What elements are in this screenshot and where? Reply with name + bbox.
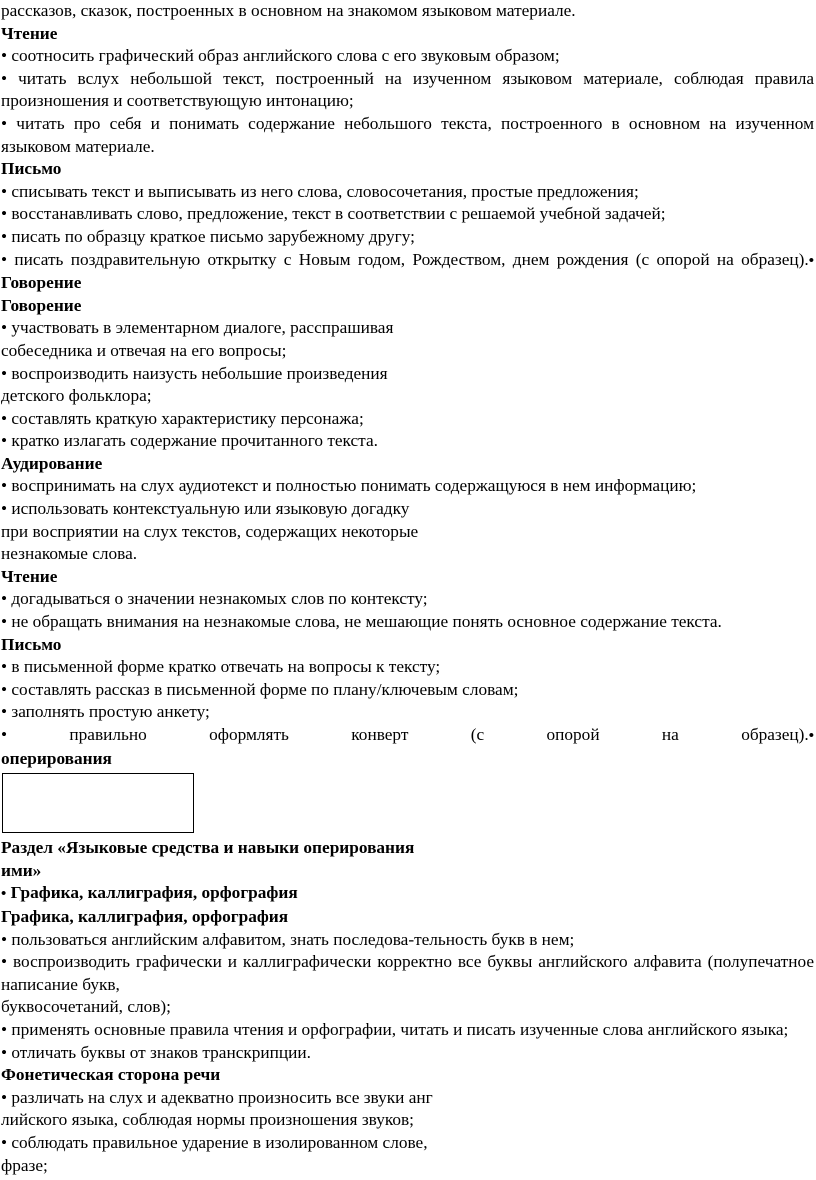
- heading-graphics-text: Графика, каллиграфия, орфография: [6, 883, 298, 903]
- paragraph: рассказов, сказок, построенных в основном на знакомом языковом материале.: [1, 1, 576, 20]
- list-item: • писать по образцу краткое письмо зарубежному другу;: [1, 226, 415, 246]
- list-item: • воспроизводить наизусть небольшие произведения: [1, 363, 388, 383]
- list-item: • участвовать в элементарном диалоге, расспрашивая: [1, 318, 394, 338]
- list-item-continuation: фразе;: [1, 1155, 48, 1175]
- list-item: • кратко излагать содержание прочитанного текста.: [1, 431, 378, 451]
- list-item: • пользоваться английским алфавитом, знать последова-тельность букв в нем;: [1, 929, 575, 949]
- heading-writing: Письмо: [1, 634, 62, 654]
- heading-phonetics: Фонетическая сторона речи: [1, 1065, 221, 1085]
- word: (с: [470, 725, 485, 744]
- list-item: • составлять краткую характеристику персонажа;: [1, 408, 364, 428]
- list-item-envelope: [1, 724, 814, 748]
- heading-operating: оперирования: [1, 748, 112, 768]
- heading-graphics-bulleted: [1, 882, 814, 906]
- list-item: • догадываться о значении незнакомых слов по контексту;: [1, 589, 428, 609]
- list-item: • отличать буквы от знаков транскрипции.: [1, 1042, 311, 1062]
- list-item: • воспринимать на слух аудиотекст и полностью понимать содержащуюся в нем информацию;: [1, 476, 697, 496]
- empty-frame: [2, 773, 194, 833]
- bullet-icon: •: [808, 252, 814, 269]
- word: •: [1, 725, 8, 744]
- heading-graphics: Графика, каллиграфия, орфография: [1, 906, 289, 926]
- heading-listening: Аудирование: [1, 453, 103, 473]
- list-item: • воспроизводить графически и каллиграфически корректно все буквы английского алфавита (полупечатное написание букв,: [1, 952, 814, 994]
- inline-heading-speaking: Говорение: [1, 273, 82, 293]
- list-item: [1, 249, 814, 295]
- list-item: • использовать контекстуальную или языковую догадку: [1, 499, 410, 519]
- word: конверт: [351, 725, 409, 744]
- list-item-continuation: собеседника и отвечая на его вопросы;: [1, 340, 287, 360]
- heading-reading: Чтение: [1, 566, 58, 586]
- list-item: • восстанавливать слово, предложение, текст в соответствии с решаемой учебной задачей;: [1, 204, 666, 224]
- list-item-continuation: незнакомые слова.: [1, 544, 138, 564]
- list-item: • читать про себя и понимать содержание небольшого текста, построенного в основном на изученном языковом материале.: [1, 113, 814, 156]
- list-item: • в письменной форме кратко отвечать на вопросы к тексту;: [1, 657, 441, 677]
- list-item-text: • писать поздравительную открытку с Новым годом, Рождеством, днем рождения (с опорой на образец).: [1, 249, 809, 269]
- list-item: • соотносить графический образ английского слова с его звуковым образом;: [1, 46, 560, 66]
- list-item: • составлять рассказ в письменной форме по плану/ключевым словам;: [1, 679, 519, 699]
- heading-speaking: Говорение: [1, 295, 82, 315]
- list-item: • различать на слух и адекватно произносить все звуки анг: [1, 1087, 433, 1107]
- list-item: • списывать текст и выписывать из него слова, словосочетания, простые предложения;: [1, 181, 639, 201]
- word: правильно: [69, 725, 147, 744]
- word: опорой: [546, 725, 600, 744]
- list-item: • соблюдать правильное ударение в изолированном слове,: [1, 1132, 428, 1152]
- heading-writing: Письмо: [1, 159, 62, 179]
- list-item: • применять основные правила чтения и орфографии, читать и писать изученные слова английского языка;: [1, 1019, 789, 1039]
- section-title-continuation: ими»: [1, 860, 42, 880]
- list-item: • не обращать внимания на незнакомые слова, не мешающие понять основное содержание текста.: [1, 612, 722, 632]
- bullet-icon: •: [808, 728, 815, 744]
- list-item: • читать вслух небольшой текст, построенный на изученном языковом материале, соблюдая правила произношения и соответствующую интонацию;: [1, 68, 814, 111]
- heading-reading: Чтение: [1, 23, 58, 43]
- list-item-continuation: буквосочетаний, слов);: [1, 997, 171, 1017]
- list-item: • заполнять простую анкету;: [1, 702, 210, 722]
- word: образец).: [741, 725, 809, 744]
- word: оформлять: [209, 725, 289, 744]
- bullet-icon: •: [1, 886, 7, 903]
- word-with-bullet: [741, 725, 814, 744]
- list-item-continuation: детского фольклора;: [1, 386, 152, 406]
- list-item-continuation: при восприятии на слух текстов, содержащих некоторые: [1, 521, 419, 541]
- list-item-continuation: лийского языка, соблюдая нормы произношения звуков;: [1, 1110, 414, 1130]
- word: на: [661, 725, 679, 744]
- section-title: Раздел «Языковые средства и навыки оперирования: [1, 838, 415, 858]
